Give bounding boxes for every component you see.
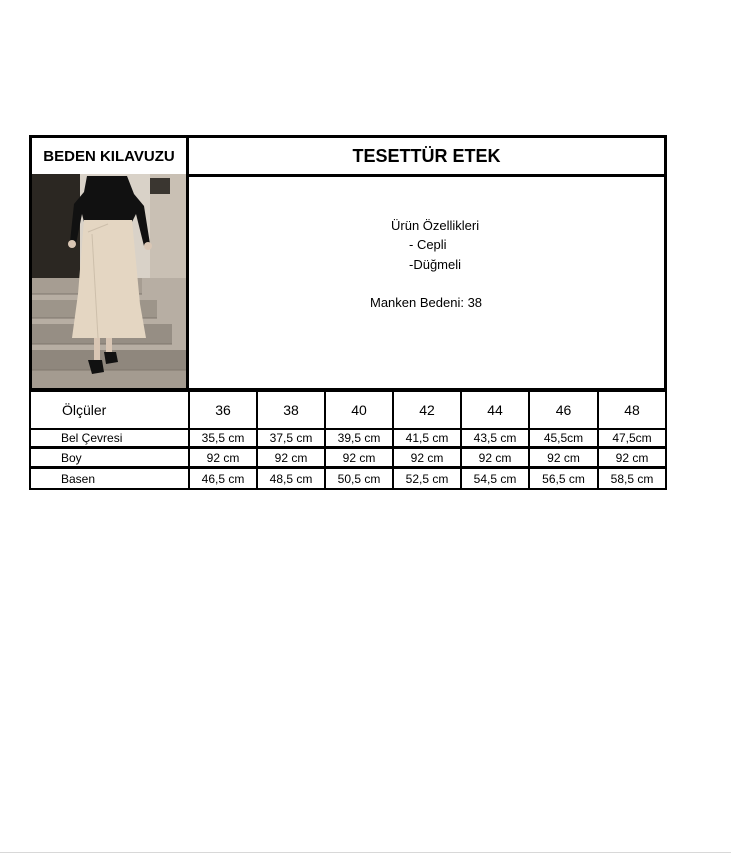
- product-title: TESETTÜR ETEK: [186, 135, 667, 177]
- model-size: Manken Bedeni: 38: [370, 295, 483, 310]
- row-label-waist: Bel Çevresi: [29, 428, 190, 448]
- table-cell: 92 cm: [597, 447, 667, 468]
- table-cell: 37,5 cm: [256, 428, 326, 448]
- table-cell: 43,5 cm: [460, 428, 530, 448]
- table-cell: 54,5 cm: [460, 467, 530, 490]
- size-header-44: 44: [460, 390, 530, 430]
- size-header-42: 42: [392, 390, 462, 430]
- size-guide-title: BEDEN KILAVUZU: [29, 135, 189, 177]
- table-cell: 92 cm: [460, 447, 530, 468]
- table-cell: 48,5 cm: [256, 467, 326, 490]
- table-cell: 45,5cm: [528, 428, 599, 448]
- table-cell: 46,5 cm: [188, 467, 258, 490]
- size-header-36: 36: [188, 390, 258, 430]
- table-cell: 50,5 cm: [324, 467, 394, 490]
- feature-item-pocket: - Cepli: [409, 237, 447, 252]
- table-cell: 92 cm: [188, 447, 258, 468]
- size-header-46: 46: [528, 390, 599, 430]
- table-cell: 58,5 cm: [597, 467, 667, 490]
- features-heading: Ürün Özellikleri: [391, 218, 480, 233]
- table-cell: 92 cm: [256, 447, 326, 468]
- size-guide-card: [29, 135, 667, 490]
- row-label-hip: Basen: [29, 467, 190, 490]
- table-cell: 41,5 cm: [392, 428, 462, 448]
- table-cell: 52,5 cm: [392, 467, 462, 490]
- product-features: [186, 174, 667, 391]
- table-cell: 56,5 cm: [528, 467, 599, 490]
- table-cell: 92 cm: [324, 447, 394, 468]
- row-label-length: Boy: [29, 447, 190, 468]
- table-cell: 92 cm: [392, 447, 462, 468]
- model-photo-icon: [32, 174, 189, 388]
- table-cell: 92 cm: [528, 447, 599, 468]
- feature-item-buttons: -Düğmeli: [409, 257, 462, 272]
- page-bottom-divider: [0, 852, 731, 853]
- size-header-38: 38: [256, 390, 326, 430]
- table-cell: 39,5 cm: [324, 428, 394, 448]
- measurements-header: Ölçüler: [29, 390, 190, 430]
- model-photo: [29, 174, 189, 391]
- size-header-40: 40: [324, 390, 394, 430]
- size-header-48: 48: [597, 390, 667, 430]
- table-cell: 35,5 cm: [188, 428, 258, 448]
- table-cell: 47,5cm: [597, 428, 667, 448]
